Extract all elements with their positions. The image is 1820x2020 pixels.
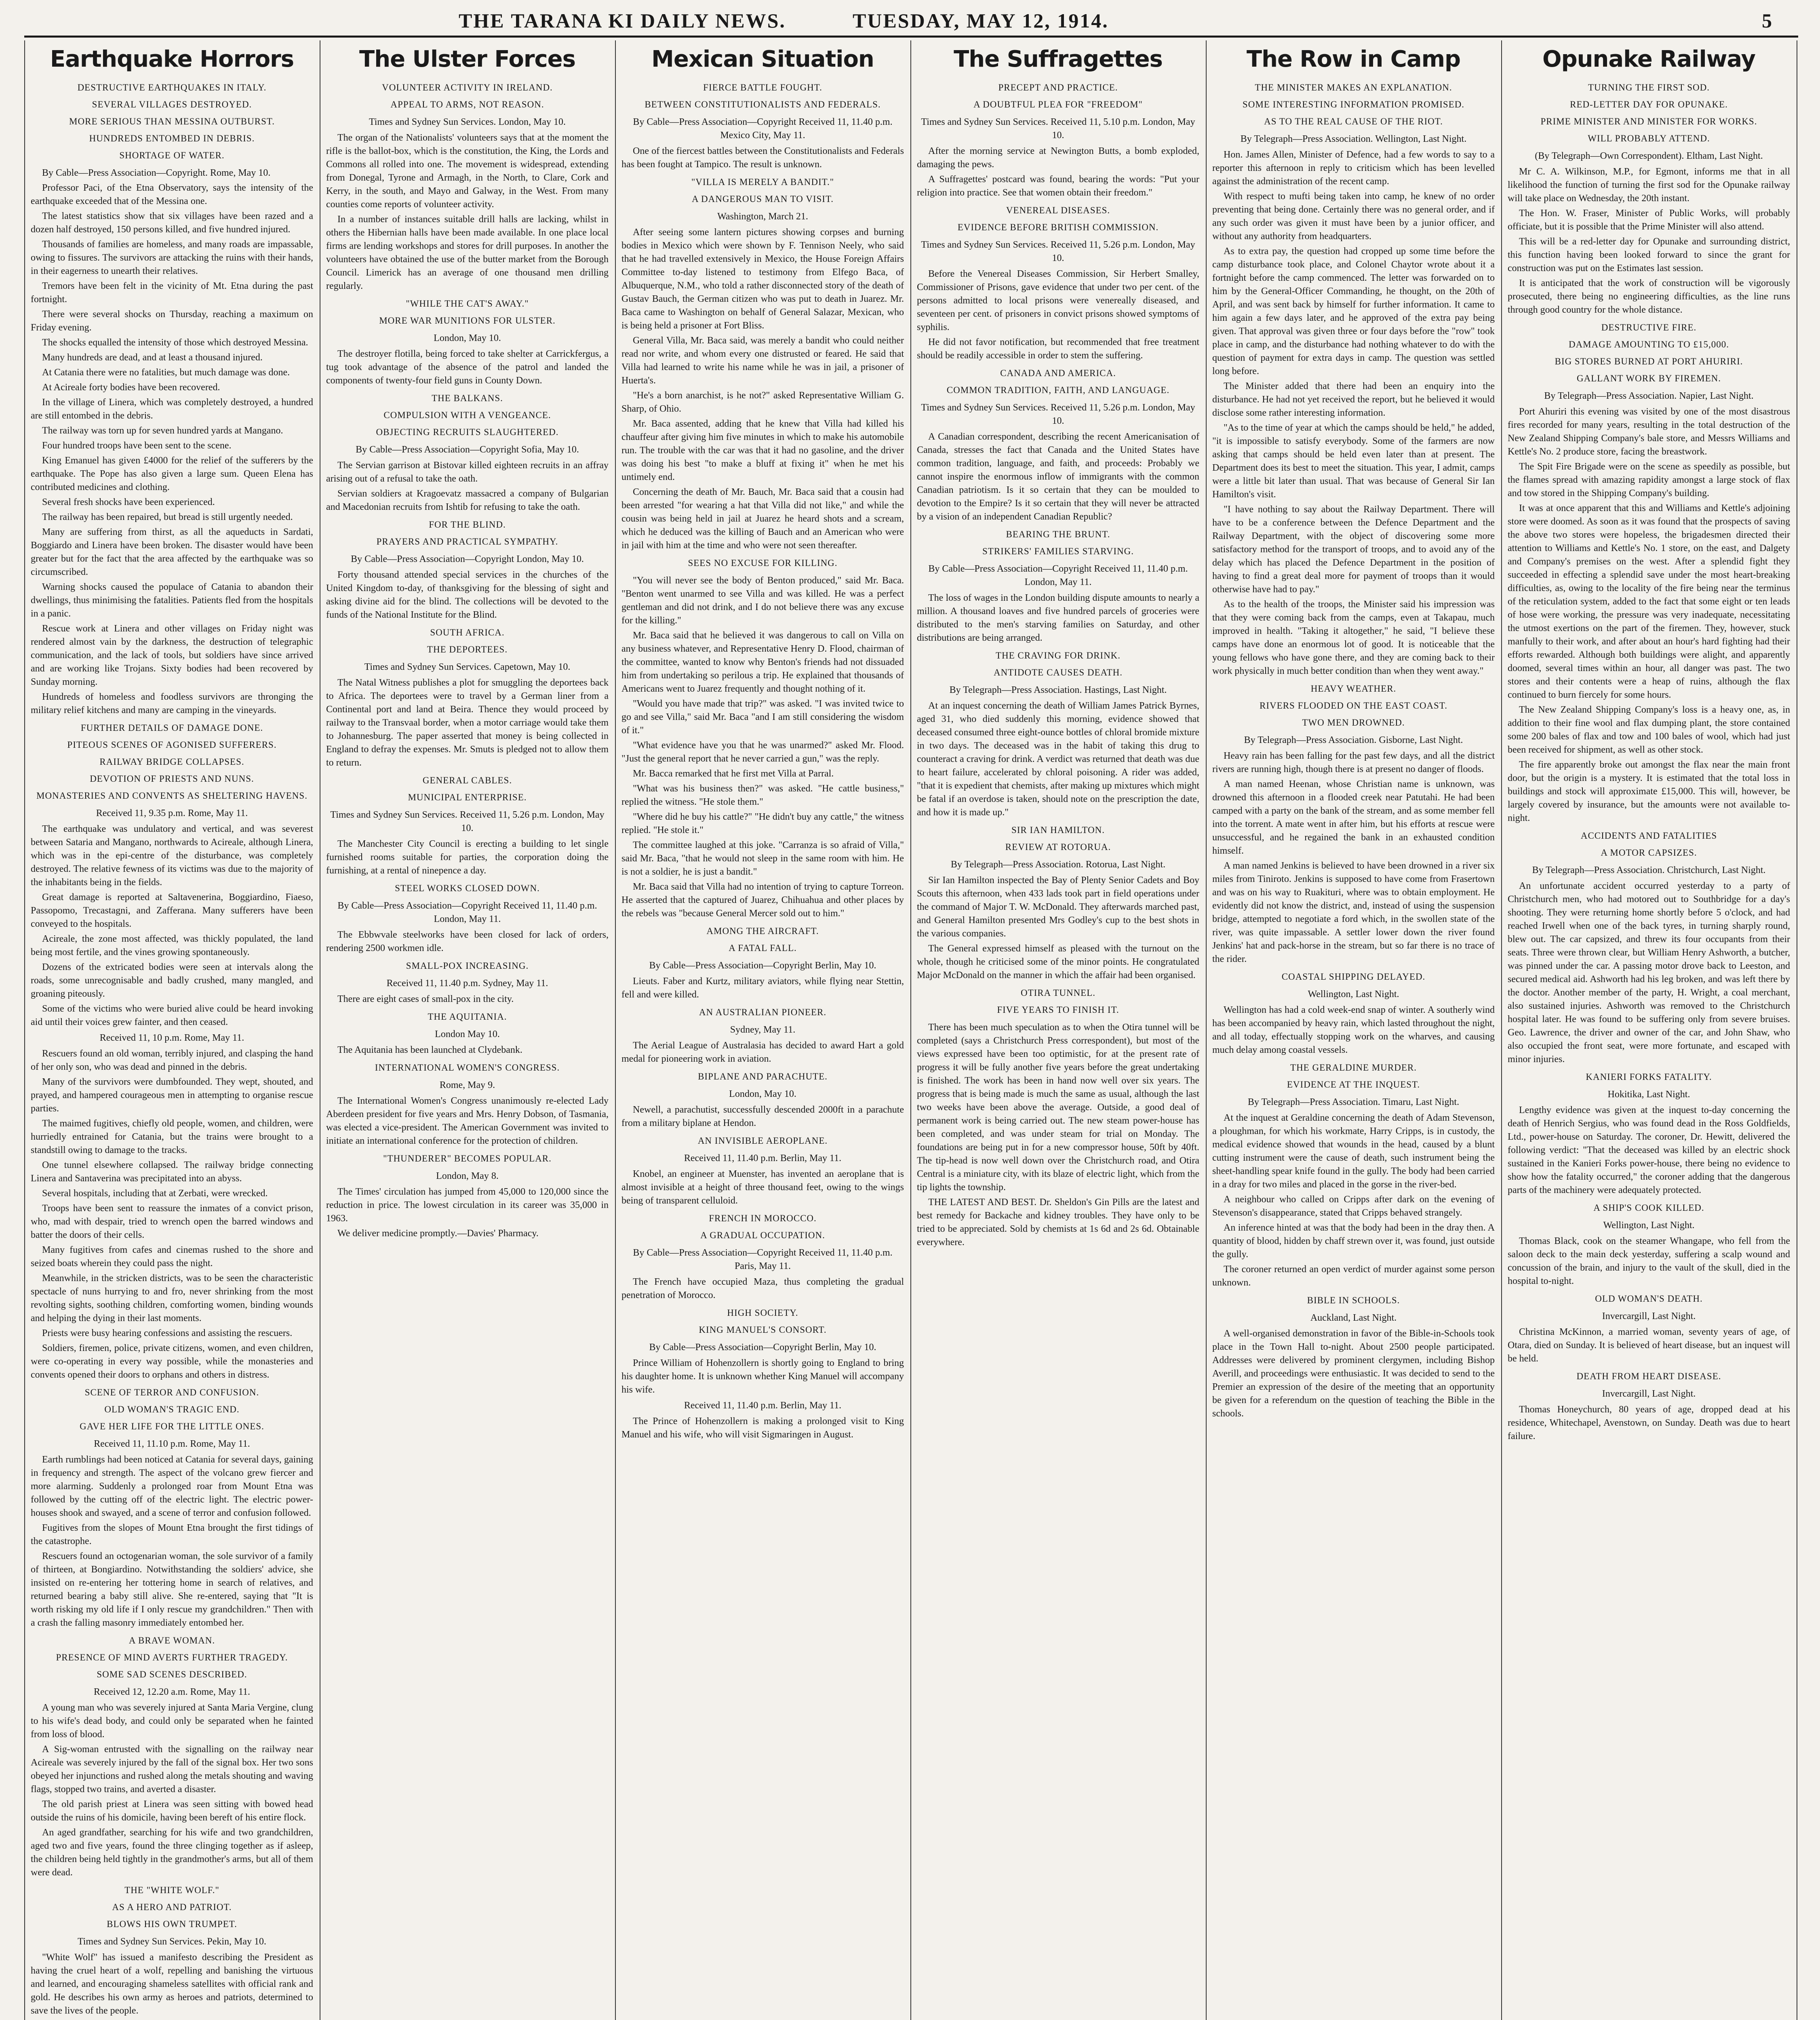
article-paragraph: "Would you have made that trip?" was asked. "I was invited twice to go and see Villa," said Mr. Baca "and I am still considering the wisdom of it.": [621, 699, 904, 736]
article-paragraph: Mr. Bacca remarked that he first met Villa at Parral.: [633, 768, 834, 779]
article-subheading: DEATH FROM HEART DISEASE.: [1576, 1371, 1721, 1381]
article-paragraph: The railway was torn up for seven hundred yards at Mangano.: [42, 425, 283, 436]
article-subheading: TWO MEN DROWNED.: [1302, 718, 1405, 728]
article-subheading: DEVOTION OF PRIESTS AND NUNS.: [90, 774, 254, 784]
article-dateline: Received 12, 12.20 a.m. Rome, May 11.: [93, 1687, 251, 1697]
article-dateline: Times and Sydney Sun Services. Pekin, May 10.: [77, 1936, 267, 1947]
article-subheading: OLD WOMAN'S TRAGIC END.: [104, 1404, 240, 1414]
column-headline: Opunake Railway: [1542, 46, 1756, 72]
article-paragraph: Thomas Black, cook on the steamer Whangape, who fell from the saloon deck to the main deck yesterday, suffering a scalp wound and concussion of the brain, and injury to the vault of the skull, died in the hospital to-night.: [1508, 1236, 1790, 1286]
article-subheading: ACCIDENTS AND FATALITIES: [1580, 831, 1717, 841]
article-paragraph: "I have nothing to say about the Railway Department. There will have to be a conference between the Defence Department and the Railway Department, with the object of discovering some more satisfactory method for the transport of troops, and to avoid any of the delay which has placed the Defence Department in the position of having to find a great deal more for payment of troops than it would otherwise have had to pay.": [1212, 504, 1495, 595]
article-paragraph: Four hundred troops have been sent to the scene.: [42, 440, 232, 451]
article-paragraph: A man named Jenkins is believed to have been drowned in a river six miles from Tiniroto. Jenkins is supposed to have come from Frasertown and was on his way to Ruakituri, where was to obtain employment. He evidently did not know the district, and, instead of using the suspension bridge, attempted to negotiate a ford which, in the swollen state of the river, was quite impassable. A settler lower down the river found Jenkins' hat and pack-horse in the stream, but so far there is no trace of the rider.: [1212, 861, 1495, 964]
article-dateline: Auckland, Last Night.: [1310, 1313, 1397, 1323]
article-subheading: "THUNDERER" BECOMES POPULAR.: [383, 1153, 552, 1164]
article-subheading: SMALL-POX INCREASING.: [406, 961, 529, 971]
article-subheading: A SHIP'S COOK KILLED.: [1593, 1203, 1704, 1213]
article-subheading: EVIDENCE AT THE INQUEST.: [1287, 1079, 1420, 1090]
article-subheading: SIR IAN HAMILTON.: [1011, 825, 1105, 835]
column-body: [31, 82, 313, 2020]
article-dateline: Wellington, Last Night.: [1308, 989, 1399, 999]
article-dateline: Hokitika, Last Night.: [1607, 1089, 1690, 1100]
article-subheading: MONASTERIES AND CONVENTS AS SHELTERING HAVENS.: [36, 791, 308, 801]
column-body: [1508, 82, 1790, 1443]
article-subheading: "WHILE THE CAT'S AWAY.": [406, 299, 529, 309]
article-subheading: A GRADUAL OCCUPATION.: [700, 1230, 825, 1240]
article-paragraph: Soldiers, firemen, police, private citizens, women, and even children, were co-operating in every way possible, while the monasteries and convents opened their doors to orphans and others in distress.: [31, 1343, 313, 1380]
article-paragraph: Many of the survivors were dumbfounded. They wept, shouted, and prayed, and hampered courageous men in attempting to organise rescue parties.: [31, 1077, 313, 1114]
article-paragraph: Many fugitives from cafes and cinemas rushed to the shore and seized boats wherein they could pass the night.: [31, 1245, 313, 1269]
article-paragraph: Several hospitals, including that at Zerbati, were wrecked.: [42, 1188, 268, 1199]
article-paragraph: The loss of wages in the London building dispute amounts to nearly a million. A thousand loaves and five hundred parcels of groceries were distributed to the men's starving families on Saturday, and other distributions are being arranged.: [917, 593, 1199, 643]
article-paragraph: The coroner returned an open verdict of murder against some person unknown.: [1212, 1264, 1495, 1288]
article-paragraph: Mr C. A. Wilkinson, M.P., for Egmont, informs me that in all likelihood the function of turning the first sod for the Opunake railway will take place on Wednesday, the 20th instant.: [1508, 166, 1790, 204]
article-subheading: BETWEEN CONSTITUTIONALISTS AND FEDERALS.: [645, 99, 881, 109]
article-subheading: RED-LETTER DAY FOR OPUNAKE.: [1570, 99, 1728, 109]
article-paragraph: General Villa, Mr. Baca said, was merely a bandit who could neither read nor write, and whom every one distrusted or feared. He said that Villa had learned to write his name while he was in jail, a prisoner of Huerta's.: [621, 335, 904, 386]
article-dateline: By Cable—Press Association—Copyright Received 11, 11.40 p.m. London, May 11.: [928, 564, 1188, 587]
article-paragraph: There has been much speculation as to when the Otira tunnel will be completed (says a Christchurch Press correspondent), but most of the views expressed have been too optimistic, for at the present rate of progress it will be fully another five years before the great undertaking is finished. The work has been in hand now well over six years. The progress that is being made is much the same as usual, although the last two weeks have been above the average. Outside, a good deal of permanent work is being carried out. The new steam power-house has been completed, and was under steam for trial on Monday. The foundations are being put in for a new compressor house, 50ft by 40ft. The tip-head is now well down over the Christchurch road, and Otira Central is a miniature city, with its blaze of electric light, which from the tip lights the township.: [917, 1022, 1199, 1193]
article-subheading: ANTIDOTE CAUSES DEATH.: [993, 667, 1123, 678]
article-paragraph: At Acireale forty bodies have been recovered.: [42, 382, 220, 393]
article-paragraph: This will be a red-letter day for Opunake and surrounding district, this function having been looked forward to since the grant for construction was put on the Estimates last session.: [1508, 236, 1790, 274]
article-paragraph: The French have occupied Maza, thus completing the gradual penetration of Morocco.: [621, 1277, 904, 1300]
article-paragraph: Rescuers found an old woman, terribly injured, and clasping the hand of her only son, who was dead and pinned in the debris.: [31, 1048, 313, 1072]
article-paragraph: A Sig-woman entrusted with the signalling on the railway near Acireale was severely injured by the fall of the signal box. Her two sons obeyed her injunctions and rushed along the metals shouting and waving flags, stopped two trains, and averted a disaster.: [31, 1744, 313, 1795]
column-headline: Earthquake Horrors: [50, 46, 294, 72]
column-body: [326, 82, 609, 1240]
article-subheading: MORE WAR MUNITIONS FOR ULSTER.: [379, 316, 556, 326]
article-dateline: Times and Sydney Sun Services. Capetown, May 10.: [364, 662, 571, 672]
article-dateline: Received 11, 10 p.m. Rome, May 11.: [99, 1033, 244, 1043]
article-subheading: A DOUBTFUL PLEA FOR "FREEDOM": [973, 99, 1143, 109]
article-dateline: Times and Sydney Sun Services. Received 11, 5.26 p.m. London, May 10.: [330, 810, 605, 833]
article-paragraph: The latest statistics show that six villages have been razed and a dozen half destroyed, 150 persons killed, and five hundred injured.: [31, 211, 313, 235]
article-subheading: DESTRUCTIVE EARTHQUAKES IN ITALY.: [77, 82, 267, 93]
article-paragraph: The General expressed himself as pleased with the turnout on the whole, though he criticised some of the minor points. He congratulated Major McDonald on the manner in which the affair had been organised.: [917, 943, 1199, 981]
article-dateline: London May 10.: [435, 1029, 500, 1039]
article-paragraph: Servian soldiers at Kragoevatz massacred a company of Bulgarian and Macedonian recruits from Ishtib for refusing to take the oath.: [326, 488, 609, 512]
article-paragraph: The old parish priest at Linera was seen sitting with bowed head outside the ruins of his domicile, having been bereft of his entire flock.: [31, 1799, 313, 1823]
article-dateline: Times and Sydney Sun Services. Received 11, 5.26 p.m. London, May 10.: [921, 402, 1195, 426]
article-subheading: BIPLANE AND PARACHUTE.: [698, 1071, 828, 1082]
article-paragraph: The Servian garrison at Bistovar killed eighteen recruits in an affray arising out of a refusal to take the oath.: [326, 460, 609, 484]
article-paragraph: "As to the time of year at which the camps should be held," he added, "it is impossible to satisfy everybody. Some of the farmers are now asking that camps should be held even later than at present. The Department does its best to meet the situation. This year, I admit, camps were a little bit later than usual. That was because of General Sir Ian Hamilton's visit.: [1212, 423, 1495, 500]
column-camp: [1207, 44, 1500, 2020]
article-paragraph: Troops have been sent to reassure the inmates of a convict prison, who, mad with despair, tried to wrench open the barred windows and batter the doors of their cells.: [31, 1203, 313, 1240]
article-subheading: BLOWS HIS OWN TRUMPET.: [107, 1919, 237, 1929]
article-subheading: DAMAGE AMOUNTING TO £15,000.: [1568, 339, 1729, 349]
article-paragraph: The railway has been repaired, but bread is still urgently needed.: [42, 512, 293, 522]
article-dateline: Rome, May 9.: [439, 1080, 495, 1090]
article-dateline: By Telegraph—Press Association. Wellington, Last Night.: [1240, 134, 1467, 144]
column-body: [917, 82, 1199, 1249]
article-paragraph: The Times' circulation has jumped from 45,000 to 120,000 since the reduction in price. The lowest circulation in its career was 35,000 in 1963.: [326, 1187, 609, 1224]
article-subheading: A FATAL FALL.: [729, 943, 797, 953]
article-paragraph: One of the fiercest battles between the Constitutionalists and Federals has been fought at Tampico. The result is unknown.: [621, 146, 904, 170]
article-dateline: By Cable—Press Association—Copyright Received 11, 11.40 p.m. Paris, May 11.: [633, 1248, 893, 1271]
article-subheading: PRIME MINISTER AND MINISTER FOR WORKS.: [1540, 116, 1757, 126]
article-paragraph: The maimed fugitives, chiefly old people, women, and children, were hurriedly entrained for Catania, but the trains were brought to a standstill owing to damage to the tracks.: [31, 1118, 313, 1155]
article-subheading: GAVE HER LIFE FOR THE LITTLE ONES.: [80, 1421, 264, 1431]
article-dateline: Received 11, 11.40 p.m. Berlin, May 11.: [684, 1153, 842, 1164]
article-subheading: COASTAL SHIPPING DELAYED.: [1281, 972, 1426, 982]
article-paragraph: Before the Venereal Diseases Commission, Sir Herbert Smalley, Commissioner of Prisons, gave evidence that under two per cent. of the persons admitted to local prisons were venereally diseased, and seventeen per cent. of prisoners in convict prisons showed symptoms of syphilis.: [917, 269, 1199, 332]
article-paragraph: Newell, a parachutist, successfully descended 2000ft in a parachute from a military biplane at Hendon.: [621, 1105, 904, 1128]
article-dateline: London, May 8.: [436, 1171, 499, 1181]
article-subheading: THE CRAVING FOR DRINK.: [995, 650, 1121, 661]
article-dateline: Received 11, 11.10 p.m. Rome, May 11.: [94, 1439, 250, 1449]
article-paragraph: Hundreds of homeless and foodless survivors are thronging the military relief kitchens and many are camping in the vineyards.: [31, 692, 313, 715]
article-dateline: Sydney, May 11.: [730, 1025, 796, 1035]
article-dateline: Wellington, Last Night.: [1603, 1220, 1695, 1231]
article-dateline: By Telegraph—Press Association. Christchurch, Last Night.: [1532, 865, 1766, 875]
article-paragraph: As to the health of the troops, the Minister said his impression was that they were coming back from the camps, even at Takapau, much improved in health. "Taking it altogether," he said, "I believe these camps have done an enormous lot of good. It is noticeable that the young fellows who have gone there, and they are coming back to their work physically in much better condition than when they went away.": [1212, 599, 1495, 676]
article-dateline: By Cable—Press Association—Copyright Received 11, 11.40 p.m. Mexico City, May 11.: [633, 117, 893, 141]
article-paragraph: Wellington has had a cold week-end snap of winter. A southerly wind has been accompanied by heavy rain, which lasted throughout the night, and all today, effectually stopping work on the wharves, and causing much delay among coastal vessels.: [1212, 1005, 1495, 1055]
article-paragraph: "He's a born anarchist, is he not?" asked Representative William G. Sharp, of Ohio.: [621, 390, 904, 414]
article-subheading: PITEOUS SCENES OF AGONISED SUFFERERS.: [67, 740, 277, 750]
article-subheading: BIG STORES BURNED AT PORT AHURIRI.: [1555, 356, 1743, 366]
article-paragraph: Christina McKinnon, a married woman, seventy years of age, of Otara, died on Sunday. It is believed of heart disease, but an inquest will be held.: [1508, 1327, 1790, 1364]
article-paragraph: Tremors have been felt in the vicinity of Mt. Etna during the past fortnight.: [31, 281, 313, 305]
article-paragraph: At Catania there were no fatalities, but much damage was done.: [42, 367, 290, 378]
article-paragraph: Warning shocks caused the populace of Catania to abandon their dwellings, thus minimising the fatalities. Patients fled from the hospitals in a panic.: [31, 582, 313, 619]
article-subheading: THE MINISTER MAKES AN EXPLANATION.: [1255, 82, 1452, 93]
article-subheading: SCENE OF TERROR AND CONFUSION.: [84, 1387, 259, 1397]
article-paragraph: The shocks equalled the intensity of those which destroyed Messina.: [42, 337, 308, 348]
article-paragraph: At an inquest concerning the death of William James Patrick Byrnes, aged 31, who died suddenly this morning, evidence showed that deceased consumed three eight-ounce bottles of chloral bromide mixture in two days. The deceased was in the habit of taking this drug to counteract a craving for drink. A verdict was returned that death was due to heart failure, accelerated by chloral poisoning. A rider was added, "that it is expedient that chemists, after making up mixtures which might be fatal if an overdose is taken, should note on the prescription the date, and how it is made up.": [917, 701, 1199, 818]
article-paragraph: The Hon. W. Fraser, Minister of Public Works, will probably officiate, but it is possible that the Prime Minister will also attend.: [1508, 208, 1790, 232]
paper-name: THE TARANA KI DAILY NEWS.: [459, 9, 786, 32]
article-subheading: EVIDENCE BEFORE BRITISH COMMISSION.: [957, 222, 1159, 232]
article-paragraph: Forty thousand attended special services in the churches of the United Kingdom to-day, of thanksgiving for the blessing of sight and asking divine aid for the blind. The collections will be devoted to the funds of the National Institute for the Blind.: [326, 570, 609, 620]
article-paragraph: An unfortunate accident occurred yesterday to a party of Christchurch men, who had motored out to Southbridge for a day's shooting. They were returning home shortly before 5 o'clock, and had reached Irwell when one of the back tyres, in turning sharply round, blew out. The car capsized, and threw its four occupants from their seats. Three were thrown clear, but William Henry Ashworth, a butcher, was pinned under the car. A passing motor drove back to Leeston, and secured medical aid. Ashworth had his leg broken, and was left there by the doctor. Another member of the party, H. Wright, a coal merchant, also sustained injuries. Ashworth was removed to the Christchurch hospital later. He was found to be suffering only from severe bruises. Geo. Lawrence, the driver and owner of the car, and John Shaw, who also occupied the front seat, were more fortunate, and escaped with minor injuries.: [1508, 881, 1790, 1065]
article-paragraph: Lieuts. Faber and Kurtz, military aviators, while flying near Stettin, fell and were killed.: [621, 976, 904, 1000]
article-dateline: By Telegraph—Press Association. Timaru, Last Night.: [1247, 1097, 1460, 1107]
article-subheading: STEEL WORKS CLOSED DOWN.: [395, 883, 540, 893]
article-subheading: AN AUSTRALIAN PIONEER.: [699, 1007, 827, 1017]
article-paragraph: "Where did he buy his cattle?" "He didn't buy any cattle," the witness replied. "He stole it.": [621, 812, 904, 835]
article-paragraph: We deliver medicine promptly.—Davies' Pharmacy.: [337, 1228, 539, 1239]
article-subheading: GALLANT WORK BY FIREMEN.: [1576, 373, 1721, 383]
article-paragraph: Hon. James Allen, Minister of Defence, had a few words to say to a reporter this afternoon in reply to criticism which has been levelled against the administration of the recent camp.: [1212, 149, 1495, 187]
article-subheading: MORE SERIOUS THAN MESSINA OUTBURST.: [69, 116, 275, 126]
article-subheading: RAILWAY BRIDGE COLLAPSES.: [99, 757, 244, 767]
article-paragraph: Lengthy evidence was given at the inquest to-day concerning the death of Henrich Sergius, who was found dead in the Ross Goldfields, Ltd., power-house on Saturday. The coroner, Dr. Hewitt, delivered the following verdict: "That the deceased was killed by an electric shock sustained in the Kanieri Forks power-house, there being no evidence to show how the fatality occurred," the coroner adding that the dangerous parts of the machinery were adequately protected.: [1508, 1105, 1790, 1195]
article-dateline: By Cable—Press Association—Copyright Berlin, May 10.: [649, 1342, 876, 1353]
article-paragraph: A neighbour who called on Cripps after dark on the evening of Stevenson's disappearance, stated that Cripps behaved strangely.: [1212, 1194, 1495, 1218]
article-subheading: "VILLA IS MERELY A BANDIT.": [691, 177, 834, 187]
article-paragraph: Heavy rain has been falling for the past few days, and all the district rivers are running high, though there is at present no danger of floods.: [1212, 751, 1495, 774]
article-paragraph: Rescue work at Linera and other villages on Friday night was rendered almost vain by the darkness, the destruction of telegraphic communication, and the lack of tools, but soldiers have since arrived and are working like Trojans. Sixty bodies had been recovered by Sunday morning.: [31, 623, 313, 687]
article-paragraph: After seeing some lantern pictures showing corpses and burning bodies in Mexico which were shown by F. Tennison Neely, who said that he had travelled extensively in Mexico, the House Foreign Affairs Committee to-day listened to testimony from Elfego Baca, of Albuquerque, N.M., who told a rather disconnected story of the death of Gustav Bauch, the German citizen who was put to death in Juarez. Mr. Baca came to Washington on behalf of General Salazar, Mexican, who is being held a prisoner at Fort Bliss.: [621, 227, 904, 331]
article-paragraph: Great damage is reported at Saltavenerina, Boggiardino, Fiaeso, Passopomo, Trecastagni, and Zafferana. Many sufferers have been conveyed to the hospitals.: [31, 892, 313, 929]
article-paragraph: Prince William of Hohenzollern is shortly going to England to bring his daughter home. It is unknown whether King Manuel will accompany his wife.: [621, 1358, 904, 1395]
article-paragraph: "You will never see the body of Benton produced," said Mr. Baca. "Benton went unarmed to see Villa and was killed. He was a perfect gentleman and did not drink, and I do not believe there was any excuse for the killing.": [621, 575, 904, 626]
article-dateline: By Telegraph—Press Association. Gisborne, Last Night.: [1244, 735, 1463, 745]
article-paragraph: Many hundreds are dead, and at least a thousand injured.: [42, 352, 263, 363]
article-paragraph: The fire apparently broke out amongst the flax near the main front door, but the origin is a mystery. It is estimated that the total loss in buildings and stock will approximate £15,000. This will, however, be largely covered by insurance, but the amounts were not available to-night.: [1508, 760, 1790, 823]
article-subheading: STRIKERS' FAMILIES STARVING.: [982, 546, 1134, 556]
article-subheading: OBJECTING RECRUITS SLAUGHTERED.: [376, 427, 559, 437]
article-subheading: THE GERALDINE MURDER.: [1290, 1063, 1417, 1073]
article-paragraph: Fugitives from the slopes of Mount Etna brought the first tidings of the catastrophe.: [31, 1523, 313, 1547]
article-dateline: Received 11, 9.35 p.m. Rome, May 11.: [96, 808, 248, 819]
article-paragraph: "White Wolf" has issued a manifesto describing the President as having the cruel heart of a wolf, repelling and banishing the virtuous and learned, and encouraging shameless satellites with official rank and gold. He describes his own army as heroes and patriots, determined to save the lives of the people.: [31, 1952, 313, 2016]
column-body: [621, 82, 904, 1441]
article-subheading: HUNDREDS ENTOMBED IN DEBRIS.: [89, 133, 255, 143]
article-subheading: A MOTOR CAPSIZES.: [1601, 848, 1697, 858]
article-subheading: AMONG THE AIRCRAFT.: [706, 926, 819, 936]
article-subheading: MUNICIPAL ENTERPRISE.: [408, 792, 527, 802]
article-paragraph: Dozens of the extricated bodies were seen at intervals along the roads, some unrecognisable and badly crushed, many mangled, and groaning piteously.: [31, 962, 313, 999]
article-dateline: Invercargill, Last Night.: [1602, 1389, 1696, 1399]
article-paragraph: Knobel, an engineer at Muenster, has invented an aeroplane that is almost invisible at a height of three thousand feet, owing to the wings being of transparent celluloid.: [621, 1169, 904, 1206]
article-paragraph: At the inquest at Geraldine concerning the death of Adam Stevenson, a ploughman, for which his workmate, Harry Cripps, is in custody, the medical evidence showed that wounds in the head, caused by a blunt cutting instrument were the cause of death, such instrument being the sheet-handling spear knife found in the gully. The body had been carried in a dray for two miles and placed in the gorse in the river-bed.: [1212, 1113, 1495, 1190]
article-subheading: INTERNATIONAL WOMEN'S CONGRESS.: [375, 1063, 560, 1073]
article-paragraph: It was at once apparent that this and Williams and Kettle's adjoining store were doomed. As soon as it was found that the prospects of saving the above two stores were hopeless, the brigadesmen directed their attention to Williams and Kettle's No. 1 store, on the east, and Dalgety and Company's premises on the west. After a splendid fight they succeeded in effecting a splendid save under the most heart-breaking difficulties, as, owing to the locality of the fire being near the terminus of the reticulation system, added to the fact that some eight or ten leads of hose were working, the pressure was very inadequate, necessitating the utmost exertions on the part of the firemen. They, however, stuck manfully to their work, and after about an hour's hard fighting had their efforts rewarded. Although both buildings were alight, and apparently doomed, several times within an hour, all danger was past. The two stores and their contents were a heap of ruins, although the flax continued to burn fiercely for some hours.: [1508, 503, 1790, 700]
article-paragraph: "What was his business then?" was asked. "He cattle business," replied the witness. "He stole them.": [621, 783, 904, 807]
article-dateline: Received 11, 11.40 p.m. Sydney, May 11.: [386, 978, 548, 989]
article-dateline: By Telegraph—Press Association. Rotorua, Last Night.: [950, 859, 1166, 870]
article-paragraph: THE LATEST AND BEST. Dr. Sheldon's Gin Pills are the latest and best remedy for Backache and kidney troubles. They have only to be tried to be appreciated. Sold by chemists at 1s 6d and 2s 6d. Obtainable everywhere.: [917, 1197, 1199, 1248]
article-paragraph: A young man who was severely injured at Santa Maria Vergine, clung to his wife's dead body, and could only be separated when he fainted from loss of blood.: [31, 1702, 313, 1740]
article-subheading: CANADA AND AMERICA.: [1000, 368, 1116, 378]
article-paragraph: The earthquake was undulatory and vertical, and was severest between Sataria and Mangano, northwards to Acireale, although Linera, which was in the epi-centre of the disturbance, was completely destroyed. The relative fewness of its victims was due to the majority of the inhabitants being in the fields.: [31, 824, 313, 888]
article-dateline: Washington, March 21.: [717, 211, 808, 222]
article-dateline: By Cable—Press Association—Copyright London, May 10.: [351, 554, 584, 564]
page-number: 5: [1762, 9, 1773, 32]
article-paragraph: "What evidence have you that he was unarmed?" asked Mr. Flood. "Just the general report that he never carried a gun," was the reply.: [621, 740, 904, 764]
article-subheading: SOME SAD SCENES DESCRIBED.: [97, 1669, 247, 1679]
article-subheading: COMPULSION WITH A VENGEANCE.: [383, 410, 551, 420]
article-subheading: A DANGEROUS MAN TO VISIT.: [691, 194, 834, 204]
article-subheading: APPEAL TO ARMS, NOT REASON.: [390, 99, 544, 109]
article-paragraph: By Cable—Press Association—Copyright. Rome, May 10.: [42, 168, 271, 178]
column-headline: The Ulster Forces: [359, 46, 575, 72]
article-dateline: Times and Sydney Sun Services. London, May 10.: [369, 117, 566, 127]
article-subheading: VENEREAL DISEASES.: [1006, 205, 1110, 215]
article-paragraph: Sir Ian Hamilton inspected the Bay of Plenty Senior Cadets and Boy Scouts this afternoon, when 433 lads took part in field operations under the command of Major T. W. McDonald. They afterwards marched past, and General Hamilton presented Mrs Godley's cup to the best shots in the various companies.: [917, 875, 1199, 939]
article-subheading: PRESENCE OF MIND AVERTS FURTHER TRAGEDY.: [56, 1652, 288, 1662]
column-ulster: [320, 44, 614, 2020]
article-dateline: London, May 10.: [729, 1089, 796, 1099]
article-paragraph: The International Women's Congress unanimously re-elected Lady Aberdeen president for five years and Mrs. Henry Dobson, of Tasmania, was elected a vice-president. The American Government was invited to initiate an international conference for the protection of children.: [326, 1096, 609, 1146]
article-subheading: PRECEPT AND PRACTICE.: [998, 82, 1118, 93]
article-subheading: AN INVISIBLE AEROPLANE.: [697, 1136, 828, 1146]
article-paragraph: The Minister added that there had been an enquiry into the disturbance. He had not yet received the report, but he believed it would disclose some rather interesting information.: [1212, 381, 1495, 418]
article-dateline: Received 11, 11.40 p.m. Berlin, May 11.: [684, 1400, 842, 1411]
article-paragraph: The Prince of Hohenzollern is making a prolonged visit to King Manuel and his wife, who will visit Sigmaringen in August.: [621, 1416, 904, 1440]
article-paragraph: He did not favor notification, but recommended that free treatment should be readily accessible in order to stem the suffering.: [917, 337, 1199, 361]
article-subheading: SEES NO EXCUSE FOR KILLING.: [688, 558, 838, 568]
article-paragraph: Meanwhile, in the stricken districts, was to be seen the characteristic spectacle of nuns hurrying to and fro, never shrinking from the most revolting sights, soothing children, comforting women, binding wounds and helping the dying in their last moments.: [31, 1273, 313, 1324]
article-paragraph: As to extra pay, the question had cropped up some time before the camp disturbance took place, and Colonel Chaytor wrote about it a fortnight before the camp commenced. The letter was forwarded on to him by the General-Officer Commanding, he thought, on the 20th of April, and was sent back by himself for further information. It came to him again a few days later, and he approved of the extra pay being given. That approval was given three or four days before the "row" took place in camp, and the disturbance had nothing whatever to do with the question of payment for extra days in camp. The question was settled long before.: [1212, 246, 1495, 377]
column-body: [1212, 82, 1495, 1420]
article-paragraph: Many are suffering from thirst, as all the aqueducts in Sardati, Boggiardo and Linera have been broken. The disaster would have been greater but for the fact that the area affected by the earthquake was so circumscribed.: [31, 527, 313, 577]
column-headline: The Suffragettes: [954, 46, 1163, 72]
article-subheading: THE "WHITE WOLF.": [124, 1885, 219, 1895]
article-subheading: BIBLE IN SCHOOLS.: [1307, 1295, 1400, 1305]
article-dateline: By Cable—Press Association—Copyright Received 11, 11.40 p.m. London, May 11.: [337, 901, 597, 924]
column-suffragettes: [911, 44, 1205, 2020]
article-subheading: DESTRUCTIVE FIRE.: [1601, 322, 1697, 332]
article-dateline: By Telegraph—Press Association. Napier, Last Night.: [1544, 391, 1754, 401]
article-dateline: Times and Sydney Sun Services. Received 11, 5.10 p.m. London, May 10.: [921, 117, 1195, 141]
article-paragraph: The Ebbwvale steelworks have been closed for lack of orders, rendering 2500 workmen idle.: [326, 930, 609, 953]
article-dateline: By Telegraph—Press Association. Hastings, Last Night.: [949, 685, 1167, 695]
article-paragraph: In a number of instances suitable drill halls are lacking, whilst in others the Hibernian halls have been made available. In one place local firms are lending workshops and stores for drill purposes. In another the volunteers have obtained the use of the butter market from the Borough Council. Limerick has an average of one thousand men drilling regularly.: [326, 214, 609, 291]
article-subheading: SOUTH AFRICA.: [430, 627, 505, 638]
article-subheading: TURNING THE FIRST SOD.: [1588, 82, 1710, 93]
article-subheading: AS TO THE REAL CAUSE OF THE RIOT.: [1264, 116, 1443, 126]
article-subheading: THE BALKANS.: [432, 393, 503, 403]
article-paragraph: The organ of the Nationalists' volunteers says that at the moment the rifle is the ballot-box, which is the constitution, the King, the Lords and Commons all rolled into one. The movement is widespread, extending from Donegal, Tyrone and Armagh, in the North, to Clare, Cork and Kerry, in the south, and Mayo and Galway, in the West. From many counties come reports of volunteer activity.: [326, 133, 609, 210]
article-paragraph: The committee laughed at this joke. "Carranza is so afraid of Villa," said Mr. Baca, "that he would not sleep in the same room with him. He is not a soldier, he is just a bandit.": [621, 840, 904, 877]
column-headline: The Row in Camp: [1246, 46, 1461, 72]
article-subheading: REVIEW AT ROTORUA.: [1005, 842, 1111, 852]
article-subheading: COMMON TRADITION, FAITH, AND LANGUAGE.: [946, 385, 1170, 395]
article-paragraph: Mr. Baca said that he believed it was dangerous to call on Villa on any business whatever, and Representative Henry D. Flood, chairman of the committee, wanted to know why Benton's friends had not dissuaded him from undertaking so perilous a trip. He explained that thousands of Americans went to Juarez frequently and thought nothing of it.: [621, 630, 904, 694]
article-paragraph: A well-organised demonstration in favor of the Bible-in-Schools took place in the Town Hall to-night. About 2500 people participated. Addresses were delivered by prominent clergymen, including Bishop Averill, and proceedings were enthusiastic. It was decided to send to the Premier an expression of the desire of the meeting that an opportunity be given for a referendum on the question of teaching the Bible in the schools.: [1212, 1328, 1495, 1419]
article-subheading: GENERAL CABLES.: [422, 775, 512, 785]
article-paragraph: A Suffragettes' postcard was found, bearing the words: "Put your religion into practice. See that women obtain their freedom.": [917, 174, 1199, 198]
article-paragraph: Rescuers found an octogenarian woman, the sole survivor of a family of thirteen, at Bongiardino. Notwithstanding the soldiers' advice, she insisted on re-entering her tottering home in search of relatives, and returned bearing a baby still alive. She re-entered, saying that "It is worth risking my old life if I only rescue my grandchildren." Then with a crash the falling masonry immediately entombed her.: [31, 1551, 313, 1628]
article-dateline: By Cable—Press Association—Copyright Berlin, May 10.: [649, 960, 876, 971]
article-paragraph: The Spit Fire Brigade were on the scene as speedily as possible, but the flames spread with amazing rapidity amongst a large stock of flax and tow stored in the Shipping Company's building.: [1508, 461, 1790, 499]
article-paragraph: Earth rumblings had been noticed at Catania for several days, gaining in frequency and strength. The aspect of the volcano grew fiercer and more alarming. Suddenly a prolonged roar from Mount Etna was followed by the cutting off of the electric light. The electric power-houses shook and swayed, and a scene of terror and confusion followed.: [31, 1454, 313, 1518]
article-paragraph: With respect to mufti being taken into camp, he knew of no order preventing that being done. Certainly there was no general order, and if any such order was given it must have been by a junior officer, and without any authority from headquarters.: [1212, 191, 1495, 242]
issue-date: TUESDAY, MAY 12, 1914.: [853, 9, 1109, 32]
article-dateline: London, May 10.: [434, 333, 501, 343]
article-subheading: FURTHER DETAILS OF DAMAGE DONE.: [80, 723, 263, 733]
article-subheading: PRAYERS AND PRACTICAL SYMPATHY.: [376, 537, 558, 547]
article-paragraph: A Canadian correspondent, describing the recent Americanisation of Canada, stresses the fact that Canada and the United States have common tradition, language, and faith, and proceeds: Probably we cannot inspire the enormous inflow of immigrants with the common Canadian patriotism. Is it so certain that they can be moulded to devotion to the Empire? Is it so certain that they will never be attracted by a vision of an independent Canadian Republic?: [917, 431, 1199, 522]
article-subheading: FOR THE BLIND.: [429, 520, 506, 530]
article-subheading: FIVE YEARS TO FINISH IT.: [997, 1005, 1119, 1015]
column-headline: Mexican Situation: [651, 46, 874, 72]
article-dateline: Invercargill, Last Night.: [1602, 1311, 1696, 1321]
article-subheading: A BRAVE WOMAN.: [128, 1635, 215, 1645]
article-paragraph: Mr. Baca assented, adding that he knew that Villa had killed his chauffeur after giving him five minutes in which to make his automobile run. The trouble with the car was that it had no gasoline, and the driver was doing his best "to make a bluff at fixing it" when he met his untimely end.: [621, 419, 904, 482]
article-paragraph: Concerning the death of Mr. Bauch, Mr. Baca said that a cousin had been arrested "for wearing a hat that Villa did not like," and while the cousin was being held in jail at Juarez he heard shots and a scream, which he deduced was the killing of Bauch and an American who were in jail with him at the time and who were not seen thereafter.: [621, 487, 904, 551]
article-subheading: AS A HERO AND PATRIOT.: [112, 1902, 232, 1912]
column-earthquake: [25, 44, 319, 2020]
article-paragraph: The New Zealand Shipping Company's loss is a heavy one, as, in addition to their fine wool and flax dumping plant, the store contained some 200 bales of flax and tow and 100 bales of wool, which had just been received for shipment, as well as other stock.: [1508, 705, 1790, 755]
article-paragraph: Some of the victims who were buried alive could be heard invoking aid until their voices grew fainter, and then ceased.: [31, 1004, 313, 1027]
article-paragraph: There are eight cases of small-pox in the city.: [337, 994, 514, 1004]
article-paragraph: King Emanuel has given £4000 for the relief of the sufferers by the earthquake. The Pope has also given a large sum. Queen Elena has contributed medicines and clothing.: [31, 455, 313, 492]
article-subheading: WILL PROBABLY ATTEND.: [1588, 133, 1710, 143]
article-subheading: KING MANUEL'S CONSORT.: [699, 1325, 827, 1335]
article-paragraph: After the morning service at Newington Butts, a bomb exploded, damaging the pews.: [917, 146, 1199, 170]
article-dateline: By Cable—Press Association—Copyright Sofia, May 10.: [356, 444, 579, 455]
article-dateline: (By Telegraph—Own Correspondent). Eltham, Last Night.: [1535, 151, 1763, 161]
article-subheading: THE DEPORTEES.: [427, 644, 508, 654]
article-paragraph: The Aquitania has been launched at Clydebank.: [337, 1045, 522, 1055]
article-paragraph: Mr. Baca said that Villa had no intention of trying to capture Torreon. He asserted that the captured of Juarez, Chihuahua and other places by the rebels was "because General Mercer sold out to him.": [621, 882, 904, 919]
article-subheading: BEARING THE BRUNT.: [1006, 529, 1110, 539]
column-mexico: [616, 44, 910, 2020]
masthead: [24, 7, 1798, 38]
article-paragraph: The Aerial League of Australasia has decided to award Hart a gold medal for pioneering work in aviation.: [621, 1040, 904, 1064]
article-paragraph: A man named Heenan, whose Christian name is unknown, was drowned this afternoon in a flooded creek near Patutahi. He had been camped with a party on the bank of the stream, and as some member fell into the torrent. A mate went in after him, but his efforts at rescue were unsuccessful, and he regained the bank in an exhausted condition himself.: [1212, 779, 1495, 856]
article-paragraph: One tunnel elsewhere collapsed. The railway bridge connecting Linera and Santaverina was precipitated into an abyss.: [31, 1160, 313, 1184]
article-subheading: OLD WOMAN'S DEATH.: [1595, 1294, 1703, 1304]
article-paragraph: There were several shocks on Thursday, reaching a maximum on Friday evening.: [31, 309, 313, 333]
article-paragraph: Acireale, the zone most affected, was thickly populated, the land being most fertile, and the vines growing spontaneously.: [31, 934, 313, 957]
column-opunake: [1502, 44, 1796, 2020]
article-subheading: HEAVY WEATHER.: [1310, 684, 1397, 694]
article-paragraph: An aged grandfather, searching for his wife and two grandchildren, aged two and five years, found the three clinging together as if asleep, the children being held tightly in the grandmother's arms, but all of them were dead.: [31, 1827, 313, 1878]
article-subheading: RIVERS FLOODED ON THE EAST COAST.: [1260, 701, 1447, 711]
article-paragraph: Thomas Honeychurch, 80 years of age, dropped dead at his residence, Whitechapel, Avenstown, on Sunday. Death was due to heart failure.: [1508, 1404, 1790, 1441]
article-paragraph: Priests were busy hearing confessions and assisting the rescuers.: [42, 1328, 293, 1338]
article-dateline: Times and Sydney Sun Services. Received 11, 5.26 p.m. London, May 10.: [921, 240, 1195, 263]
article-paragraph: Thousands of families are homeless, and many roads are impassable, owing to fissures. The survivors are attacking the ruins with their hands, in their eagerness to unearth their relatives.: [31, 239, 313, 276]
article-subheading: KANIERI FORKS FATALITY.: [1586, 1072, 1712, 1082]
article-paragraph: Several fresh shocks have been experienced.: [42, 497, 215, 507]
article-paragraph: The destroyer flotilla, being forced to take shelter at Carrickfergus, a tug took advantage of the absence of the patrol and landed the components of twenty-four field guns in County Down.: [326, 349, 609, 386]
article-subheading: SEVERAL VILLAGES DESTROYED.: [92, 99, 252, 109]
article-paragraph: The Manchester City Council is erecting a building to let single furnished rooms suitable for parties, the corporation doing the furnishing, at a rental of ninepence a day.: [326, 839, 609, 876]
article-subheading: SHORTAGE OF WATER.: [119, 150, 225, 160]
article-subheading: FIERCE BATTLE FOUGHT.: [703, 82, 822, 93]
article-paragraph: Professor Paci, of the Etna Observatory, says the intensity of the earthquake exceeded that of the Messina one.: [31, 183, 313, 206]
article-subheading: VOLUNTEER ACTIVITY IN IRELAND.: [382, 82, 553, 93]
article-paragraph: In the village of Linera, which was completely destroyed, a hundred are still entombed in the debris.: [31, 397, 313, 421]
article-subheading: HIGH SOCIETY.: [727, 1308, 798, 1318]
article-subheading: OTIRA TUNNEL.: [1020, 988, 1096, 998]
article-paragraph: An inference hinted at was that the body had been in the dray then. A quantity of blood, hidden by chaff strewn over it, was found, just outside the gully.: [1212, 1223, 1495, 1260]
article-paragraph: The Natal Witness publishes a plot for smuggling the deportees back to Africa. The deportees were to travel by a German liner from a Continental port and land at Beira. Thence they would proceed by railway to the Transvaal border, when a motor carriage would take them to Johannesburg. The paper asserted that money is being collected in England to defray the expenses. Mr. Smuts is pledged not to allow them to return.: [326, 678, 609, 768]
article-subheading: THE AQUITANIA.: [428, 1012, 507, 1022]
article-subheading: SOME INTERESTING INFORMATION PROMISED.: [1242, 99, 1465, 109]
article-paragraph: It is anticipated that the work of construction will be vigorously prosecuted, there being no engineering difficulties, as the line runs through good country for the whole distance.: [1508, 278, 1790, 315]
article-paragraph: Port Ahuriri this evening was visited by one of the most disastrous fires recorded for many years, resulting in the total destruction of the New Zealand Shipping Company's bale store, and Messrs Williams and Kettle's No. 2 produce store, facing the breastwork.: [1508, 406, 1790, 457]
article-subheading: FRENCH IN MOROCCO.: [709, 1213, 817, 1223]
